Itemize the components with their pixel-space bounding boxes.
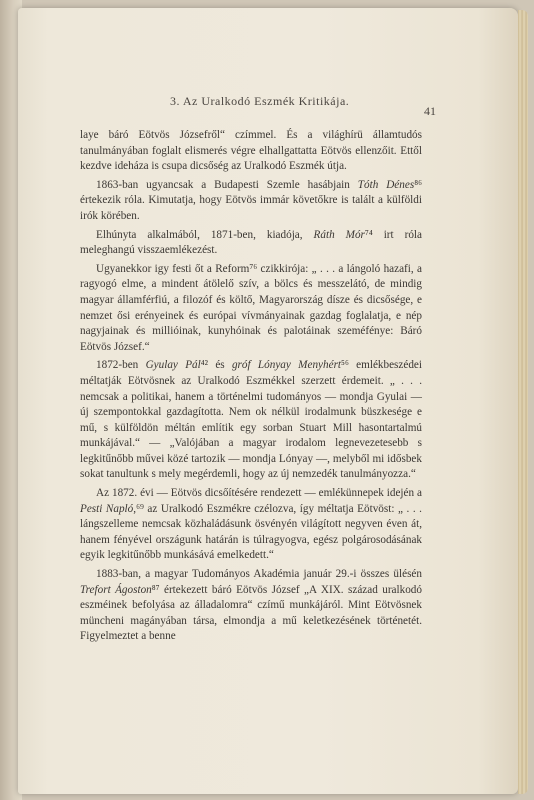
body-text xyxy=(80,128,422,648)
text-run: ⁸⁷ értekezett báró Eötvös József „A XIX. század uralkodó eszméinek befolyása az álladalomra“ czímű munkájáról. Mint Eötvösnek müncheni magányában társa, elmondja a mű keletkezésének történetét. Figyelmeztet a benne xyxy=(80,583,422,643)
italic-name: Trefort Ágoston xyxy=(80,583,152,596)
text-run: Az 1872. évi — Eötvös dicsőítésére rendezett — emlékünnepek idején a xyxy=(96,487,422,500)
paragraph xyxy=(80,486,422,564)
paragraph xyxy=(80,178,422,225)
text-run: ⁴² és xyxy=(200,359,232,372)
paragraph xyxy=(80,567,422,645)
paragraph xyxy=(80,228,422,259)
italic-name: Ráth Mór xyxy=(313,228,365,241)
text-run: 1863-ban ugyancsak a Budapesti Szemle hasábjain xyxy=(96,178,358,191)
italic-name: Pesti Napló xyxy=(80,502,134,515)
italic-name: gróf Lónyay Menyhért xyxy=(231,359,342,372)
text-run: 1872-ben xyxy=(96,359,146,372)
text-run: laye báró Eötvös Józsefről“ czímmel. És a világhírü államtudós tanulmányában foglalt elismerés végre elhallgattatta Eötvös ellenzőit. Ettől kezdve ideháza is csupa dicsőség az Uralkodó Eszmék útja. xyxy=(80,129,422,173)
italic-name: Tóth Dénes xyxy=(357,178,415,191)
paragraph xyxy=(80,128,422,175)
running-header: 3. Az Uralkodó Eszmék Kritikája. xyxy=(170,94,350,108)
italic-name: Gyulay Pál xyxy=(145,359,201,372)
text-run: ⁷⁴ irt róla meleghangú visszaemlékezést. xyxy=(80,228,422,257)
text-run: Elhúnyta alkalmából, 1871-ben, kiadója, xyxy=(96,228,314,241)
text-run: 1883-ban, a magyar Tudományos Akadémia január 29.-i összes ülésén xyxy=(96,568,422,581)
page-edges xyxy=(518,10,528,794)
page-number: 41 xyxy=(424,104,436,118)
text-run: Ugyanekkor igy festi őt a Reform⁷⁶ czikkirója: „ . . . a lángoló hazafi, a ragyogó elme, a mindent átölelő szív, a bölcs és messzelátó, de mindig magyar államférfiú, a filozóf és költő, Magyarország dísze és dicsősége, e nemzet ősi erényeinek és európai vívmányainak gazdag foglalatja, e nép nagyjainak és millióinak, kunyhóinak és palotáinak szeméfénye: Báró Eötvös József.“ xyxy=(80,262,422,353)
text-run: ⁸⁶ értekezik róla. Kimutatja, hogy Eötvös immár követőkre is talált a külföldi irók körében. xyxy=(80,178,422,222)
paragraph xyxy=(80,262,422,356)
text-run: ⁵⁶ emlékbeszédei méltatják Eötvösnek az Uralkodó Eszmékkel szerzett érdemeit. „ . . . nemcsak a politikai, hanem a történelmi tudományos — mondja Gyulai — új szempontokkal gazdagította. Nem ok nélkül irodalmunk büszkesége e mű, s külföldön méltán említik egy sorban Stuart Mill hasontartalmú munkájával.“ — „Valójában a magyar irodalom legnevezetesebb s legkitűnőbb művei közé tartozik — mondja Lónyay —, melyből mi idősbek sokat tanultunk s mely megérdemli, hogy az új nemzedék tanulmányozza.“ xyxy=(80,359,423,481)
paragraph xyxy=(80,358,422,483)
text-run: ,⁶⁹ az Uralkodó Eszmékre czélozva, így méltatja Eötvöst: „ . . . lángszelleme nemcsak közhaládásunk ösvényén világított negyven éven át, hanem fényével országunk határán is túlragyogva, egész polgárosodásának egyik legkitűnőbb munkásává emelkedett.“ xyxy=(80,502,422,562)
